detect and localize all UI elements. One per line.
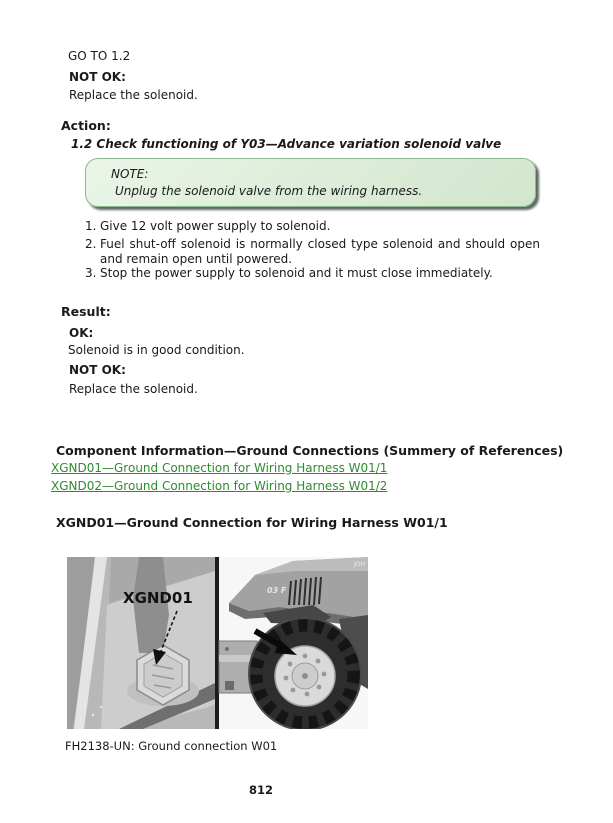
link-xgnd01[interactable]: XGND01—Ground Connection for Wiring Harness W01/1 <box>51 461 388 475</box>
hood-brand: JOH <box>354 561 366 568</box>
note-label: NOTE: <box>111 167 149 181</box>
note-box <box>85 158 536 207</box>
link-xgnd02[interactable]: XGND02—Ground Connection for Wiring Harness W01/2 <box>51 479 388 493</box>
goto-text: GO TO 1.2 <box>68 49 131 63</box>
action-label: Action: <box>61 118 111 133</box>
step-text: Fuel shut-off solenoid is normally closed type solenoid and should open and remain open until powered. <box>100 237 540 266</box>
action-step-title: 1.2 Check functioning of Y03—Advance variation solenoid valve <box>71 137 502 151</box>
step-item <box>85 237 540 267</box>
component-info-heading: Component Information—Ground Connections (Summery of References) <box>56 443 564 458</box>
figure-divider <box>215 557 219 729</box>
not-ok-text-2: Replace the solenoid. <box>69 382 198 396</box>
ok-label: OK: <box>69 326 94 340</box>
step-item <box>85 266 540 281</box>
ground-section-heading: XGND01—Ground Connection for Wiring Harness W01/1 <box>56 515 448 530</box>
step-item <box>85 219 540 234</box>
hood-badge: 03 F <box>267 586 287 595</box>
callout-label: XGND01 <box>123 589 193 607</box>
ok-text: Solenoid is in good condition. <box>68 343 245 357</box>
step-text: Give 12 volt power supply to solenoid. <box>100 219 331 233</box>
figure-svg <box>67 557 368 729</box>
not-ok-label: NOT OK: <box>69 70 126 84</box>
step-number: 3. <box>85 266 97 280</box>
figure-right-photo <box>219 557 368 729</box>
page-number: 812 <box>248 783 273 797</box>
result-label: Result: <box>61 304 111 319</box>
step-text: Stop the power supply to solenoid and it must close immediately. <box>100 266 493 280</box>
step-number: 1. <box>85 219 97 233</box>
figure-caption: FH2138-UN: Ground connection W01 <box>65 739 278 753</box>
not-ok-label-2: NOT OK: <box>69 363 126 377</box>
step-number: 2. <box>85 237 97 251</box>
ground-connection-figure <box>67 557 368 729</box>
note-text: Unplug the solenoid valve from the wiring harness. <box>115 184 423 198</box>
figure-left-photo <box>67 557 215 729</box>
not-ok-text: Replace the solenoid. <box>69 88 198 102</box>
